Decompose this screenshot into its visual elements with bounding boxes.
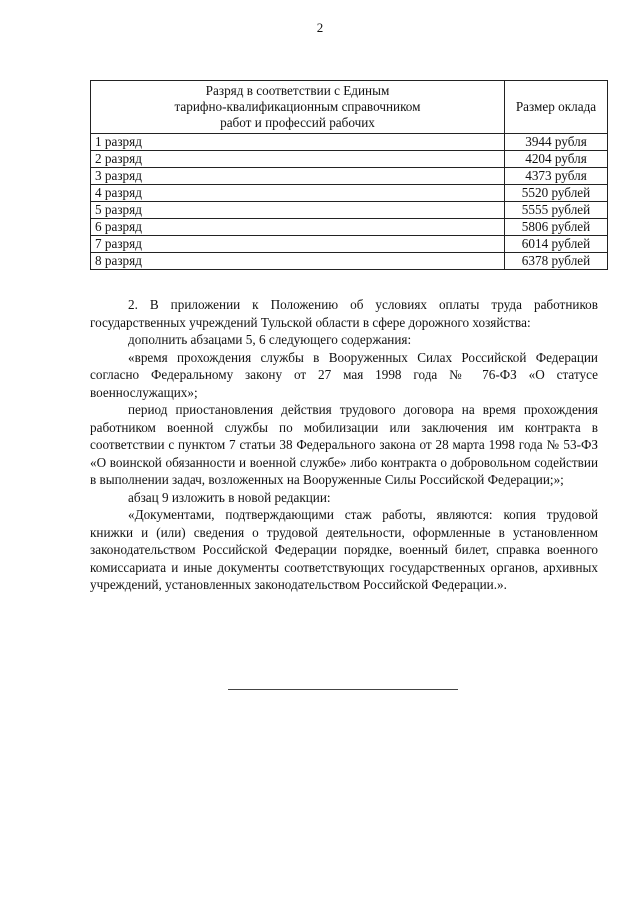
grade-cell: 8 разряд	[91, 253, 505, 270]
grade-column-header	[91, 81, 505, 134]
salary-cell: 6378 рублей	[505, 253, 608, 270]
salary-cell: 4204 рубля	[505, 151, 608, 168]
table-row	[91, 253, 608, 270]
salary-cell: 4373 рубля	[505, 168, 608, 185]
grade-cell: 1 разряд	[91, 134, 505, 151]
salary-cell: 5555 рублей	[505, 202, 608, 219]
table-row	[91, 219, 608, 236]
table-header-row	[91, 81, 608, 134]
salary-cell: 3944 рубля	[505, 134, 608, 151]
table-row	[91, 185, 608, 202]
grade-cell: 2 разряд	[91, 151, 505, 168]
grade-cell: 3 разряд	[91, 168, 505, 185]
paragraph: период приостановления действия трудового договора на время прохождения работником военной службы по мобилизации или заключения им контракта в соответствии с пунктом 7 статьи 38 Федерального закона от 28 марта 1998 года № 53-ФЗ «О воинской обязанности и военной службе» либо контракта о добровольном содействии в выполнении задач, возложенных на Вооруженные Силы Российской Федерации;»;	[90, 402, 598, 487]
end-separator-line	[228, 689, 458, 690]
table-row	[91, 202, 608, 219]
paragraph: 2. В приложении к Положению об условиях оплаты труда работников государственных учреждений Тульской области в сфере дорожного хозяйства:	[90, 297, 598, 330]
paragraph: дополнить абзацами 5, 6 следующего содержания:	[128, 332, 412, 347]
salary-cell: 6014 рублей	[505, 236, 608, 253]
grade-cell: 5 разряд	[91, 202, 505, 219]
table-row	[91, 151, 608, 168]
document-body	[90, 296, 598, 594]
table-row	[91, 236, 608, 253]
salary-column-header: Размер оклада	[505, 81, 608, 134]
salary-cell: 5520 рублей	[505, 185, 608, 202]
grade-cell: 7 разряд	[91, 236, 505, 253]
page-number: 2	[316, 20, 324, 35]
grade-cell: 4 разряд	[91, 185, 505, 202]
paragraph: абзац 9 изложить в новой редакции:	[128, 489, 331, 505]
paragraph: «Документами, подтверждающими стаж работы, являются: копия трудовой книжки и (или) сведения о трудовой деятельности, оформленные в установленном законодательством Российской Федерации порядке, военный билет, справка военного комиссариата и иные документы соответствующих государственных органов, архивных учреждений, установленных законодательством Российской Федерации.».	[90, 507, 598, 592]
salary-table	[90, 80, 608, 270]
grade-header-line: тарифно-квалификационным справочником	[174, 99, 421, 114]
table-row	[91, 168, 608, 185]
grade-header-line: работ и профессий рабочих	[220, 115, 375, 130]
salary-cell: 5806 рублей	[505, 219, 608, 236]
table-row	[91, 134, 608, 151]
grade-cell: 6 разряд	[91, 219, 505, 236]
paragraph: «время прохождения службы в Вооруженных Силах Российской Федерации согласно Федеральному закону от 27 мая 1998 года № 76-ФЗ «О статусе военнослужащих»;	[90, 349, 598, 400]
grade-header-line: Разряд в соответствии с Единым	[205, 83, 390, 98]
